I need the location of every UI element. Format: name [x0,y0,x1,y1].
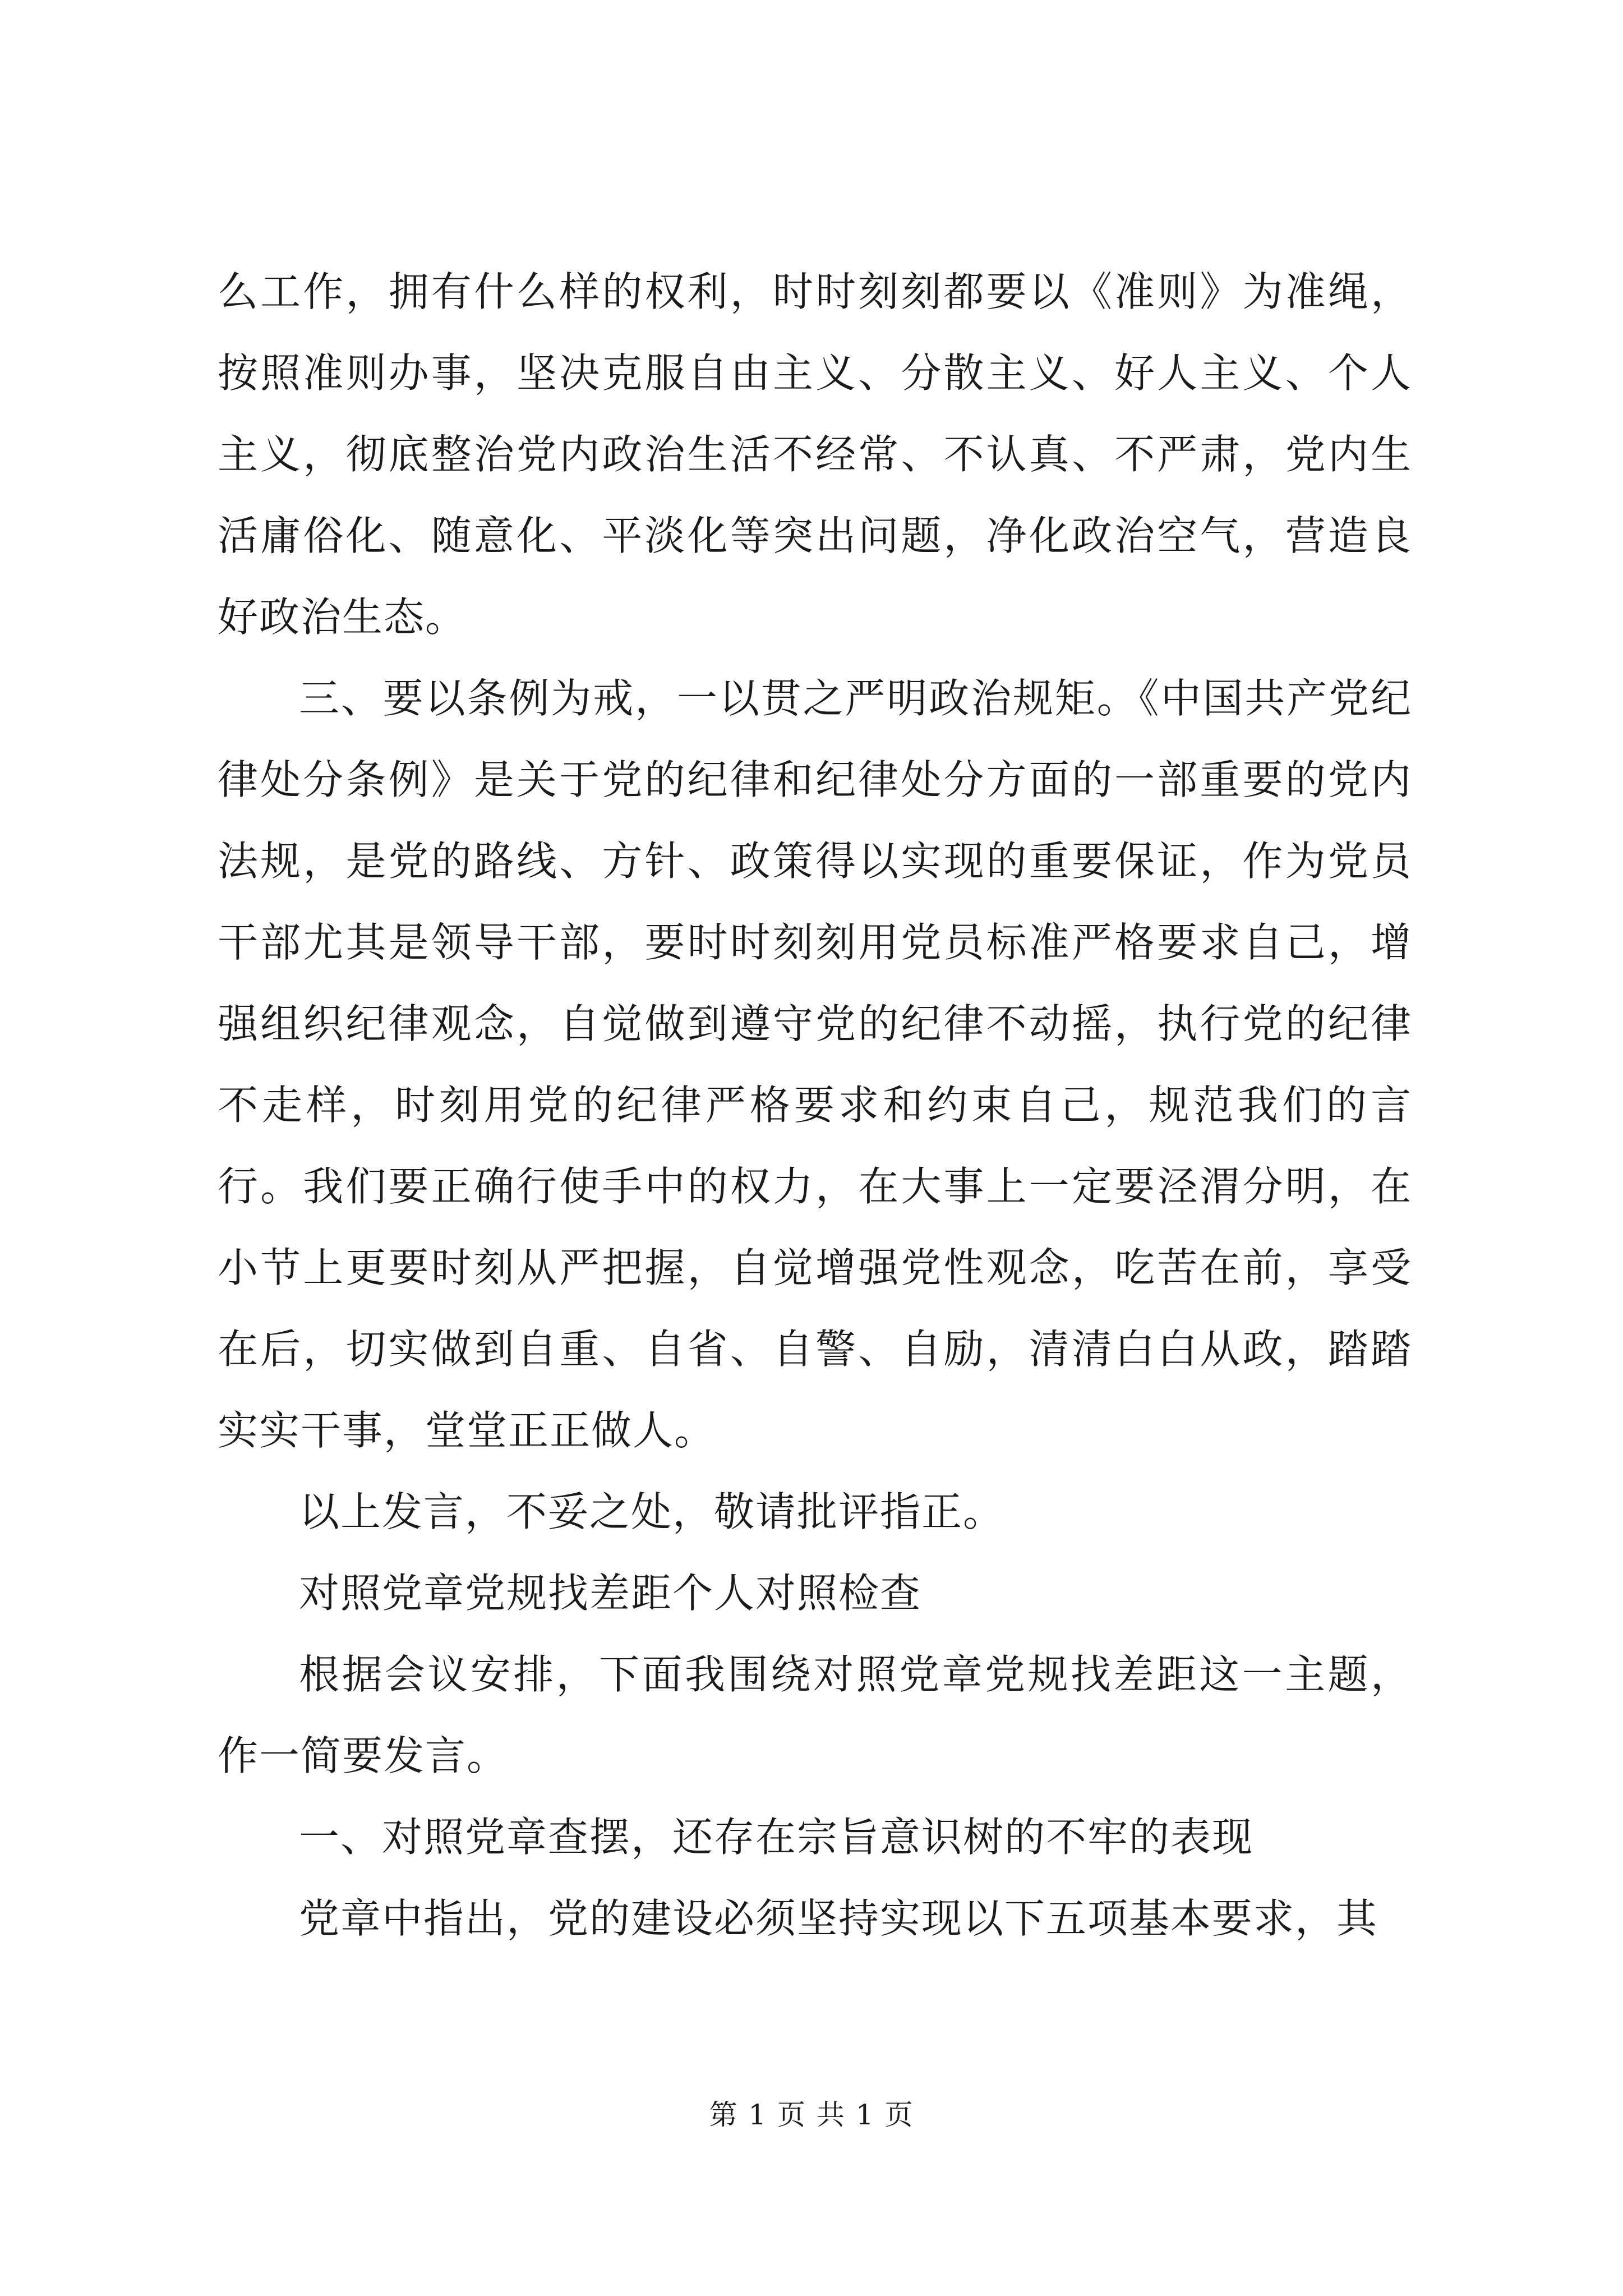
paragraph-7: 党章中指出，党的建设必须坚持实现以下五项基本要求，其 [299,1895,1378,1942]
document-body [218,251,1412,1959]
page-number-footer: 第 1 页 共 1 页 [709,2099,914,2131]
paragraph-1: 么工作，拥有什么样的权利，时时刻刻都要以《准则》为准绳，按照准则办事，坚决克服自由主义、分散主义、好人主义、个人主义，彻底整治党内政治生活不经常、不认真、不严肃，党内生活庸俗化、随意化、平淡化等突出问题，净化政治空气，营造良好政治生态。 [218,268,1412,641]
section-title: 对照党章党规找差距个人对照检查 [299,1570,922,1617]
paragraph-3: 以上发言，不妥之处，敬请批评指正。 [299,1488,1005,1535]
subheading-1: 一、对照党章查摆，还存在宗旨意识树的不牢的表现 [299,1814,1254,1861]
paragraph-5: 根据会议安排，下面我围绕对照党章党规找差距这一主题，作一简要发言。 [218,1651,1412,1779]
paragraph-2: 三、要以条例为戒，一以贯之严明政治规矩。《中国共产党纪律处分条例》是关于党的纪律和纪律处分方面的一部重要的党内法规，是党的路线、方针、政策得以实现的重要保证，作为党员干部尤其是领导干部，要时时刻刻用党员标准严格要求自己，增强组织纪律观念，自觉做到遵守党的纪律不动摇，执行党的纪律不走样，时刻用党的纪律严格要求和约束自己，规范我们的言行。我们要正确行使手中的权力，在大事上一定要泾渭分明，在小节上更要时刻从严把握，自觉增强党性观念，吃苦在前，享受在后，切实做到自重、自省、自警、自励，清清白白从政，踏踏实实干事，堂堂正正做人。 [218,675,1412,1454]
